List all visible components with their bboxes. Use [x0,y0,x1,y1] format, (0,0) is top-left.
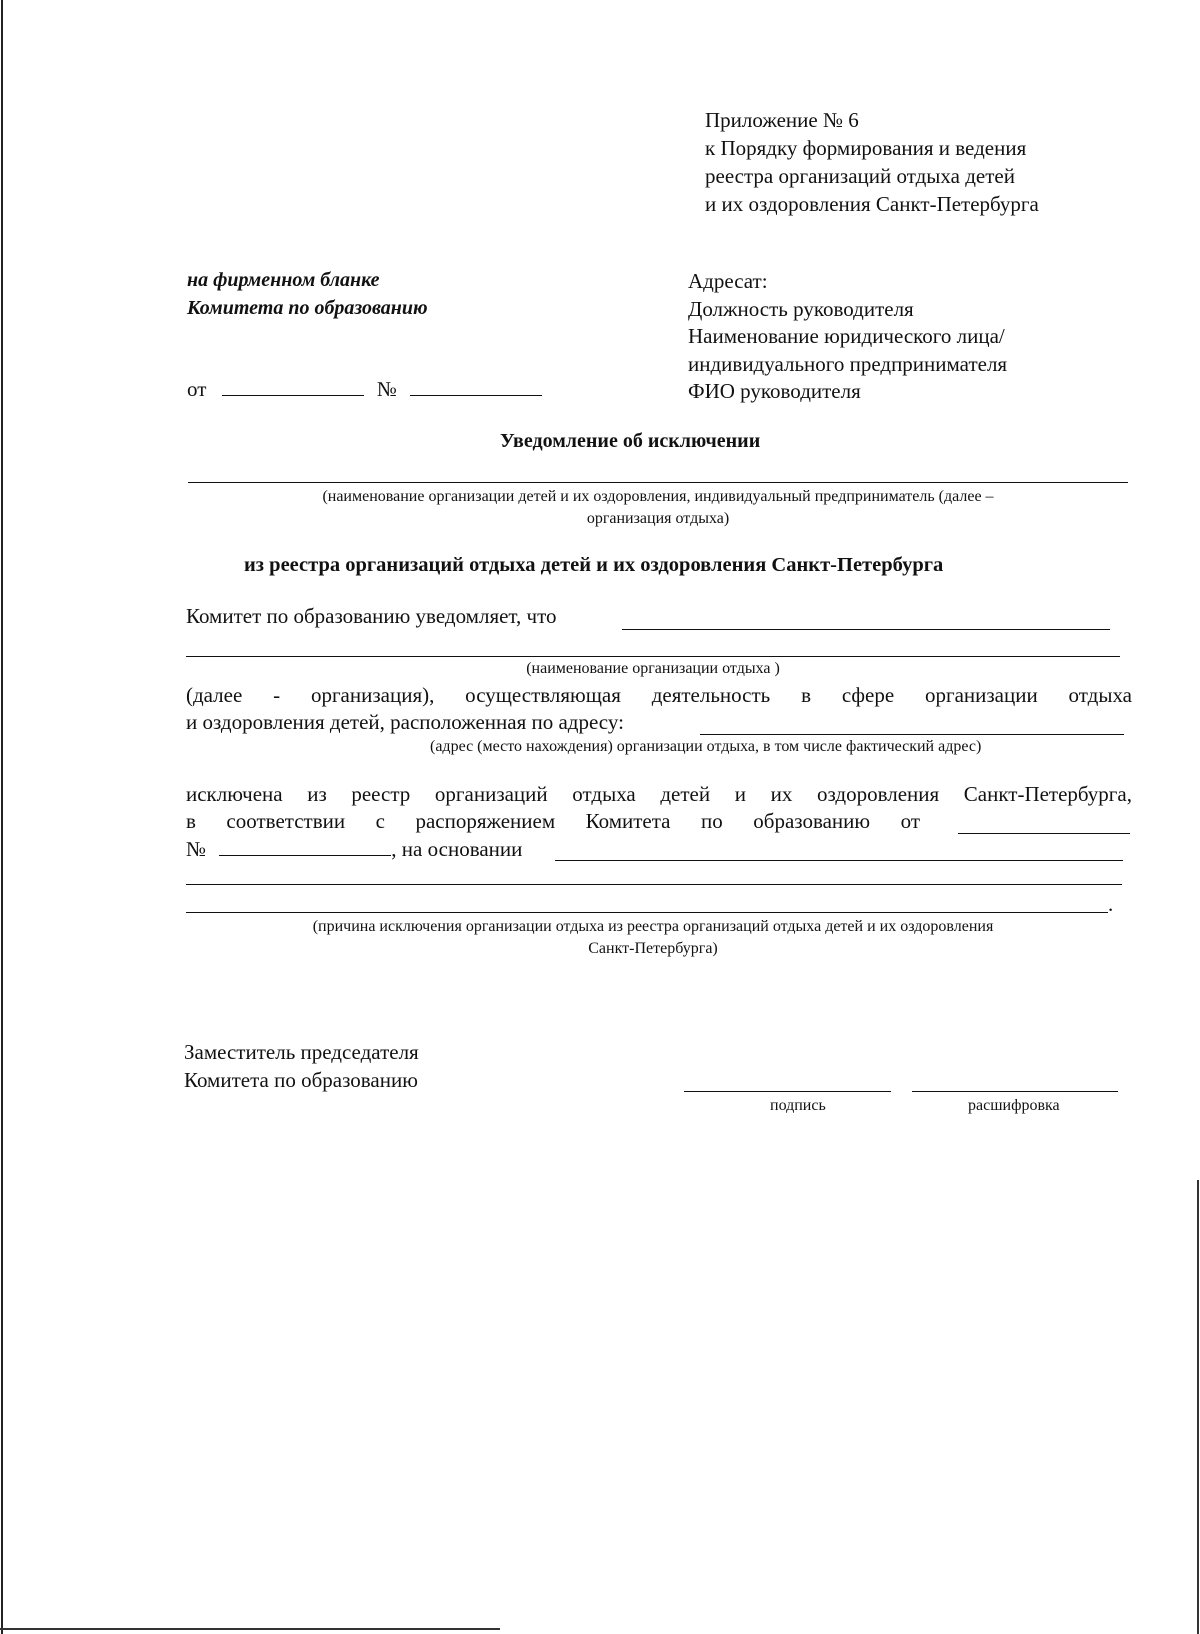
appendix-line: к Порядку формирования и ведения [705,136,1027,160]
address-blank [700,734,1124,735]
letterhead-line: Комитета по образованию [187,297,428,319]
appendix-header [705,106,1039,218]
signatory-position-line: Комитета по образованию [184,1068,418,1092]
org-caption-line: (наименование организации детей и их оздоровления, индивидуальный предприниматель (далее – [322,488,994,505]
org-blank-inline [622,629,1110,630]
scan-edge-right [1197,1180,1199,1634]
letterhead-line: на фирменном бланке [187,269,380,291]
address-caption: (адрес (место нахождения) организации отдыха, в том числе фактический адрес) [430,738,982,755]
document-subtitle: из реестра организаций отдыха детей и их оздоровления Санкт-Петербурга [244,554,944,576]
addressee-line: Наименование юридического лица/ [688,324,1005,348]
order-number-label: № [186,837,207,861]
reason-period: . [1108,892,1114,916]
appendix-line: Приложение № 6 [705,108,859,132]
number-label: № [376,377,397,401]
basis-blank-inline [555,860,1123,861]
reason-blank-2 [186,912,1108,913]
scan-edge-left [1,0,3,1634]
decode-blank [912,1091,1118,1092]
notice-paragraph-line2: и оздоровления детей, расположенная по адресу: [186,710,624,734]
scan-edge-bottom [0,1628,500,1630]
notice-intro-text: Комитет по образованию уведомляет, что [186,604,557,628]
reason-blank-1 [186,884,1122,885]
excluded-line2: в соответствии с распоряжением Комитета по образованию от [186,809,920,833]
addressee-line: Адресат: [688,269,768,293]
addressee-line: индивидуального предпринимателя [688,351,1008,376]
appendix-line: и их оздоровления Санкт-Петербурга [705,192,1039,216]
letterhead-note [187,266,428,322]
number-blank [410,375,542,396]
org-name-caption: (наименование организации отдыха ) [526,660,780,677]
notice-intro [186,603,556,630]
notice-paragraph-line1: (далее - организация), осуществляющая деятельность в сфере организации отдыха [186,683,1132,707]
org-name-blank [188,482,1128,483]
date-blank [222,375,364,396]
basis-label: , на основании [391,837,523,861]
reason-caption-line: Санкт-Петербурга) [588,940,718,957]
order-date-blank [958,833,1130,834]
addressee-line: ФИО руководителя [688,379,861,403]
order-number-line [186,835,522,863]
reason-caption-line: (причина исключения организации отдыха из реестра организаций отдыха детей и их оздоровления [312,918,994,935]
org-caption [188,486,1128,530]
appendix-line: реестра организаций отдыха детей [705,164,1015,188]
signature-blank [684,1091,891,1092]
addressee-line: Должность руководителя [688,296,914,321]
date-number-line [187,375,542,403]
org-caption-line: организация отдыха) [586,510,730,527]
order-number-blank [219,835,391,856]
excluded-line1: исключена из реестр организаций отдыха детей и их оздоровления Санкт-Петербурга, [186,782,1132,806]
org-blank-full [186,656,1120,657]
addressee-block [688,268,1007,406]
from-label: от [187,377,207,401]
signature-label: подпись [770,1097,826,1114]
document-title: Уведомление об исключении [500,430,761,452]
signatory-position [184,1038,419,1094]
signatory-position-line: Заместитель председателя [184,1040,419,1064]
reason-caption [186,916,1120,960]
decode-label: расшифровка [968,1097,1060,1114]
